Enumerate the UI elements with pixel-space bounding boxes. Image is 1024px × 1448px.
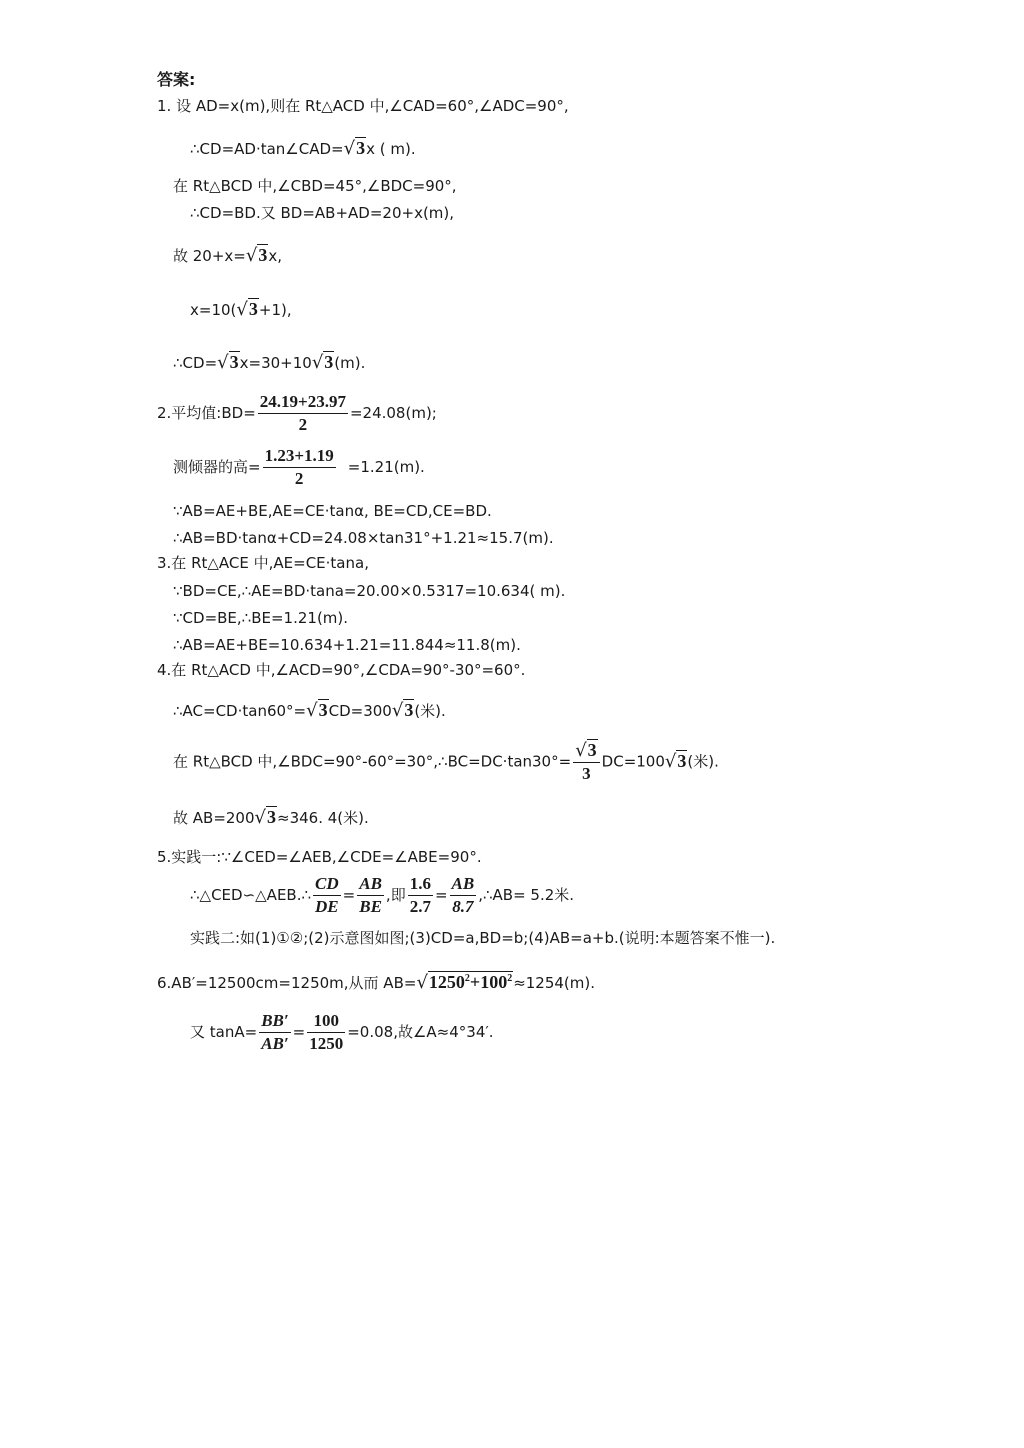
answer-heading: 答案:: [157, 70, 196, 89]
q1-line6-text: x=10(: [190, 301, 237, 319]
q2-line1-text: 2.平均值:BD=: [157, 404, 256, 422]
q1-line6-tail: +1),: [258, 301, 292, 319]
q1-line2: [190, 138, 416, 159]
q6-line1: [157, 969, 595, 993]
q2-line1-tail: =24.08(m);: [349, 404, 437, 422]
plus-sign: +: [469, 972, 481, 992]
q5-line2-mid: ,即: [385, 886, 406, 904]
q6-line1-tail: ≈1254(m).: [513, 974, 596, 992]
q6-line2-tail: =0.08,故∠A≈4°34′.: [347, 1023, 494, 1041]
q4-line1: 4.在 Rt△ACD 中,∠ACD=90°,∠CDA=90°-30°=60°.: [157, 661, 526, 679]
q4-line3: [173, 740, 719, 784]
q1-line5: [173, 245, 282, 266]
q6-line2-text: 又 tanA=: [190, 1023, 258, 1041]
q1-line1: 1. 设 AD=x(m),则在 Rt△ACD 中,∠CAD=60°,∠ADC=90°,: [157, 97, 569, 115]
q1-line4: ∴CD=BD.又 BD=AB+AD=20+x(m),: [190, 204, 455, 222]
q1-line7: [173, 352, 365, 373]
q6-line1-text: 6.AB′=12500cm=1250m,从而 AB=: [157, 974, 417, 992]
q1-line5-text: 故 20+x=: [173, 247, 246, 265]
fraction: $\frac{24.19+23.97}{2}$: [259, 392, 346, 434]
exponent: 2: [464, 973, 470, 984]
q2-line2-tail: =1.21(m).: [347, 458, 425, 476]
q1-line3: 在 Rt△BCD 中,∠CBD=45°,∠BDC=90°,: [173, 177, 457, 195]
sqrt3-expr: √3: [343, 138, 366, 159]
fraction: $\frac{AB}{8.7}$: [451, 874, 475, 916]
q4-line4-tail: ≈346. 4(米).: [277, 809, 369, 827]
q3-line3: ∵CD=BE,∴BE=1.21(m).: [173, 609, 349, 627]
q4-line4-text: 故 AB=200: [173, 809, 255, 827]
q4-line2-tail: (米).: [414, 702, 446, 720]
fraction: $\frac{1.23+1.19}{2}$: [264, 446, 334, 488]
q4-line4: [173, 807, 369, 828]
sqrt3-expr: √3: [236, 299, 258, 320]
q2-line2-text: 测倾器的高=: [173, 458, 261, 476]
fraction: $\frac{BB'}{AB'}$: [261, 1011, 289, 1053]
fraction: $\frac{100}{1250}$: [309, 1011, 344, 1053]
q2-line4: ∴AB=BD·tanα+CD=24.08×tan31°+1.21≈15.7(m).: [173, 529, 554, 547]
sqrt3-expr: √3: [254, 807, 277, 828]
sqrt3-expr: √3: [311, 352, 334, 373]
q3-line4: ∴AB=AE+BE=10.634+1.21=11.844≈11.8(m).: [173, 636, 521, 654]
equals-sign: =: [292, 1023, 306, 1041]
radicand-b: 100: [480, 972, 508, 992]
fraction: $\frac{CD}{DE}$: [315, 874, 339, 916]
equals-sign: =: [342, 886, 356, 904]
q1-line2-text: ∴CD=AD·tan∠CAD=: [190, 140, 344, 158]
q2-line2: [173, 446, 425, 489]
q1-line5-tail: x,: [268, 247, 283, 265]
q4-line3-mid: DC=100: [601, 752, 665, 771]
q4-line3-tail: (米).: [687, 752, 719, 771]
q4-line3-text: 在 Rt△BCD 中,∠BDC=90°-60°=30°,∴BC=DC·tan30°=: [173, 752, 572, 771]
fraction: $\frac{√3}{3}$: [573, 740, 599, 784]
q1-line2-tail: x ( m).: [366, 140, 416, 158]
q1-line7-tail: (m).: [334, 354, 366, 372]
sqrt3-expr: √3: [391, 700, 414, 721]
sqrt3-expr: √3: [217, 352, 239, 373]
q2-line1: [157, 392, 437, 435]
q5-line3: 实践二:如(1)①②;(2)示意图如图;(3)CD=a,BD=b;(4)AB=a+b.(说明:本题答案不惟一).: [190, 929, 776, 947]
exponent: 2: [507, 973, 513, 984]
q5-line2-tail: ,∴AB= 5.2米.: [478, 886, 575, 904]
q1-line7-text: ∴CD=: [173, 354, 218, 372]
equals-sign: =: [434, 886, 448, 904]
q2-line3: ∵AB=AE+BE,AE=CE·tanα, BE=CD,CE=BD.: [173, 502, 492, 520]
q6-line2: [190, 1011, 494, 1054]
radicand-a: 1250: [428, 972, 465, 992]
sqrt3-expr: √3: [664, 750, 687, 772]
sqrt-expr: $√1250^2+100^2$: [416, 972, 513, 993]
fraction: $\frac{1.6}{2.7}$: [409, 874, 431, 916]
q1-line6: [190, 299, 292, 320]
q5-line1: 5.实践一:∵∠CED=∠AEB,∠CDE=∠ABE=90°.: [157, 848, 482, 866]
q4-line2-mid: CD=300: [328, 702, 392, 720]
q3-line2: ∵BD=CE,∴AE=BD·tana=20.00×0.5317=10.634( m).: [173, 582, 566, 600]
sqrt3-expr: √3: [575, 740, 597, 761]
q1-line7-mid: x=30+10: [239, 354, 312, 372]
q3-line1: 3.在 Rt△ACE 中,AE=CE·tana,: [157, 554, 369, 572]
q4-line2-text: ∴AC=CD·tan60°=: [173, 702, 307, 720]
q5-line2: [190, 874, 574, 917]
q5-line2-text: ∴△CED∽△AEB.∴: [190, 886, 312, 904]
sqrt3-expr: √3: [306, 700, 328, 721]
sqrt3-expr: √3: [245, 245, 268, 266]
q4-line2: [173, 700, 446, 721]
fraction: $\frac{AB}{BE}$: [359, 874, 382, 916]
